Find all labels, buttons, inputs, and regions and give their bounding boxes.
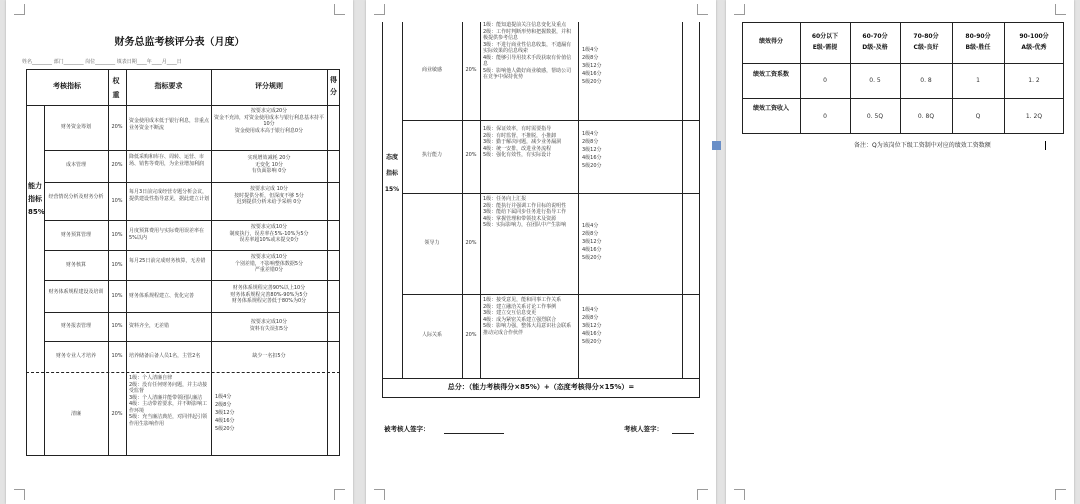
row-rule: 财务体系规程完善90%以上10分 财务体系规程完善80%-90%为5分 财务体系规程完善低于80%为0分 (230, 285, 308, 304)
header-rule: 评分规则 (255, 82, 283, 90)
sign-line-assessor (672, 433, 694, 434)
sign-assessor: 考核人签字： (624, 425, 663, 433)
row-weight: 20% (111, 411, 123, 417)
row-grades: 1级4分 2级8分 3级12分 4级16分 5级20分 (582, 47, 602, 85)
row-requirement: 财务体系规程建立、优化完善 (129, 293, 195, 299)
crop-mark (1055, 4, 1066, 15)
row-rule: 按要求完成 10分 按时提供分析，但深度不够 5分 迟到提供分析未给予采纳 0分 (234, 186, 304, 205)
crop-mark (734, 4, 745, 15)
page-1 (6, 0, 353, 504)
row-requirement: 每月25日前完成财务核算，无差错 (129, 258, 206, 264)
header-performance-score: 绩效得分 (758, 38, 783, 45)
row-weight: 10% (111, 323, 123, 329)
row-rule: 缺少一名扣5分 (252, 353, 286, 359)
row-grades: 1级4分 2级8分 3级12分 4级16分 5级20分 (215, 394, 235, 432)
crop-mark (334, 4, 345, 15)
page-3 (726, 0, 1074, 504)
coefficient-value: 1 (976, 77, 980, 84)
row-weight: 10% (111, 293, 123, 299)
row-weight: 20% (111, 162, 123, 168)
row-requirement: 每月3日前完成经营专题分析会议，提供建设性指导意见，据此建立计划 (129, 189, 210, 202)
row-weight: 20% (465, 332, 477, 338)
sign-assessee: 被考核人签字： (384, 425, 430, 433)
row-weight: 20% (465, 152, 477, 158)
coefficient-value: 1. 2 (1028, 77, 1040, 84)
row-rule: 按要求完成20分 资金不充沛，对资金使用成本与银行利息基本持平10分 资金使用成本高于银行利息0分 (213, 108, 324, 134)
crop-mark (734, 489, 745, 500)
coefficient-value: 0 (823, 77, 827, 84)
row-requirement: 资金使用成本低于银行利息，非重点业务资金不断流 (129, 118, 210, 131)
sign-line-assessee (444, 433, 504, 434)
row-label-income: 绩效工资收入 (752, 105, 789, 112)
row-rule: 按要求完成10分 个别差错，不影响整体数据5分 严重差错0分 (234, 254, 304, 273)
row-weight: 20% (111, 124, 123, 130)
row-name: 商业敏感 (421, 67, 442, 73)
row-name: 经营情况分析及财务分析 (48, 194, 104, 200)
row-description: 1级：能知道提前关注信息变化及重点 2级：工作时判断形势和把握数据，并积极提供参考信息 3级：不进行商业性信息收集，不遗漏有实际效果的信息线索 4级：能够引导用技术手段获取有价值信息 5级：影响他人做好商业敏感，帮助公司在竞争中保持优势 (483, 22, 572, 80)
note: 备注：Q为该岗位下级工资制中对应的绩效工资数额 (854, 142, 991, 149)
income-value: 0. 8Q (917, 113, 935, 120)
row-name: 人际关系 (421, 332, 442, 338)
header-score: 得分 (330, 76, 337, 96)
row-name: 清廉 (70, 411, 81, 417)
crop-mark (697, 4, 708, 15)
row-name: 财务报表管理 (60, 323, 91, 329)
crop-mark (14, 489, 25, 500)
row-name: 财务专业人才培养 (55, 353, 96, 359)
header-grade-e: 60分以下 E级-需提 (811, 33, 839, 51)
comment-marker-icon[interactable] (712, 141, 721, 150)
row-rule: 按要求完成10分 制度执行，误差率在5%-10%为5分 误差率超10%或未提交0分 (229, 224, 309, 243)
crop-mark (14, 4, 25, 15)
row-requirement: 降低采购和库存、周转、运营、市场、销售等费用，为企业增加利润 (129, 154, 205, 167)
group-label-ability: 能力指标85% (28, 182, 45, 216)
row-name: 成本管理 (65, 162, 86, 168)
row-name: 财务核算 (65, 262, 86, 268)
income-value: 0. 5Q (866, 113, 884, 120)
row-weight: 10% (111, 353, 123, 359)
header-weight: 权重 (112, 77, 120, 99)
header-indicator: 考核指标 (53, 82, 81, 90)
row-name: 财务体系规程建设及培训 (48, 289, 104, 295)
row-grades: 1级4分 2级8分 3级12分 4级16分 5级20分 (582, 307, 602, 345)
group-label-attitude: 态度指标15% (384, 154, 400, 193)
row-weight: 10% (111, 262, 123, 268)
crop-mark (334, 489, 345, 500)
row-requirement: 月度预算费用与实际费用误差率在5%以内 (129, 228, 205, 241)
row-name: 财务资金筹划 (60, 124, 91, 130)
crop-mark (697, 489, 708, 500)
row-description: 1级：保证效率，有时需要指导 2级：有时监督，不推脱，小推卸 3级：勤于解决问题，减少业务漏洞 4级：统一安排，改进业务流程 5级：强化有效性，有实际设计 (483, 126, 562, 158)
text-cursor (1045, 141, 1046, 150)
header-grade-c: 70-80分 C级-良好 (913, 33, 939, 51)
income-value: 1. 2Q (1025, 113, 1043, 120)
row-description: 1级：接受意见，能和同事工作关系 2级：建立融洽关系讨论工作事例 3级：建立交互信息变更 4级：成为紧密关系建立强烈联合 5级：影响力强，整体大局意识社会联系推动完成合作伙伴 (483, 297, 572, 336)
row-requirement: 资料齐全，无差错 (129, 323, 170, 329)
row-weight: 10% (111, 198, 123, 204)
row-grades: 1级4分 2级8分 3级12分 4级16分 5级20分 (582, 131, 602, 169)
row-description: 1级：个人清廉自律 2级：没有任何财务问题，并主动接受监督 3级：个人清廉并能带领团队廉洁 4级：主动带着要求，并不断影响工作环境 5级：充当廉洁典范，对同伴起引领作用生影响作用 (129, 375, 208, 427)
row-grades: 1级4分 2级8分 3级12分 4级16分 5级20分 (582, 223, 602, 261)
header-requirement: 指标要求 (154, 82, 183, 90)
row-name: 财务预算管理 (60, 232, 91, 238)
info-line: 姓名________ 部门________ 岗位________ 填表日期____年____月____日 (22, 59, 182, 65)
row-description: 1级：任务向上汇报 2级：能执行并强调工作目标的说明性 3级：能给下属同步任务进行指导工作 4级：掌握管理和带领技术及资源 5级：实际影响力，在团队中产生影响 (483, 196, 567, 228)
row-weight: 20% (465, 67, 477, 73)
header-grade-b: 80-90分 B级-胜任 (965, 33, 991, 51)
page-title: 财务总监考核评分表（月度） (114, 37, 245, 48)
row-weight: 10% (111, 232, 123, 238)
crop-mark (1055, 489, 1066, 500)
header-grade-a: 90-100分 A级-优秀 (1019, 33, 1049, 51)
row-rule: 按要求完成10分 资料有失误扣5分 (249, 319, 289, 332)
row-weight: 20% (465, 240, 477, 246)
row-rule: 实现增效减耗 20分 无变化 10分 有负面影响 0分 (247, 155, 291, 174)
header-grade-d: 60-70分 D级-及格 (862, 33, 888, 51)
row-name: 执行能力 (421, 152, 442, 158)
total-formula: 总分：（能力考核得分×85%）+（态度考核得分×15%）= (447, 383, 635, 391)
income-value: 0 (823, 113, 827, 120)
coefficient-value: 0. 8 (920, 77, 932, 84)
income-value: Q (975, 113, 981, 120)
page-2 (366, 0, 716, 504)
row-name: 领导力 (424, 240, 440, 246)
crop-mark (374, 489, 385, 500)
row-requirement: 培养储备后备人员1名，主管2名 (129, 353, 201, 359)
row-label-coefficient: 绩效工资系数 (752, 71, 789, 78)
crop-mark (374, 4, 385, 15)
coefficient-value: 0. 5 (869, 77, 881, 84)
